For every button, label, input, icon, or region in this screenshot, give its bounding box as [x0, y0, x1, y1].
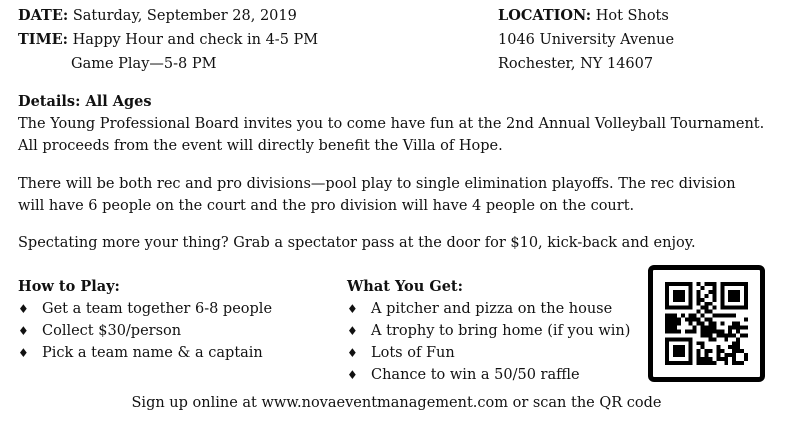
list-item: ♦ Chance to win a 50/50 raffle	[347, 364, 630, 386]
date-label: DATE:	[18, 7, 69, 24]
date-line	[18, 5, 297, 27]
details-paragraph3: Spectating more your thing? Grab a spectator pass at the door for $10, kick-back and enjoy.	[18, 235, 696, 251]
time-label: TIME:	[18, 31, 69, 48]
list-item: ♦ A pitcher and pizza on the house	[347, 298, 630, 320]
list-item: ♦ A trophy to bring home (if you win)	[347, 320, 630, 342]
date-value: Saturday, September 28, 2019	[72, 8, 297, 24]
list-item: ♦ Get a team together 6-8 people	[18, 298, 272, 320]
list-item: ♦ Pick a team name & a captain	[18, 342, 272, 364]
time-value-line1: Happy Hour and check in 4-5 PM	[72, 32, 319, 48]
location-line	[498, 5, 669, 27]
details-paragraph1-line2: All proceeds from the event will directly benefit the Villa of Hope.	[18, 138, 503, 154]
time-value-line2: Game Play—5-8 PM	[71, 56, 217, 72]
list-item: ♦ Lots of Fun	[347, 342, 630, 364]
signup-line: Sign up online at www.novaeventmanagement.com or scan the QR code	[131, 395, 662, 411]
location-label: LOCATION:	[498, 7, 592, 24]
what-you-get-list	[347, 298, 630, 386]
qr-code-icon	[665, 282, 748, 365]
address-line1: 1046 University Avenue	[498, 32, 675, 48]
details-paragraph2-line2: will have 6 people on the court and the pro division will have 4 people on the court.	[18, 198, 635, 214]
location-value: Hot Shots	[595, 8, 669, 24]
list-item: ♦ Collect $30/person	[18, 320, 272, 342]
address-line2: Rochester, NY 14607	[498, 56, 654, 72]
what-you-get-heading: What You Get:	[347, 278, 463, 295]
how-to-play-list	[18, 298, 272, 364]
qr-code[interactable]	[648, 265, 765, 382]
details-paragraph1-line1: The Young Professional Board invites you to come have fun at the 2nd Annual Volleyball Tournament.	[18, 116, 765, 132]
how-to-play-heading: How to Play:	[18, 278, 120, 295]
details-heading: Details: All Ages	[18, 93, 152, 110]
details-paragraph2-line1: There will be both rec and pro divisions—pool play to single elimination playoffs. The rec division	[18, 176, 736, 192]
time-line	[18, 29, 318, 51]
